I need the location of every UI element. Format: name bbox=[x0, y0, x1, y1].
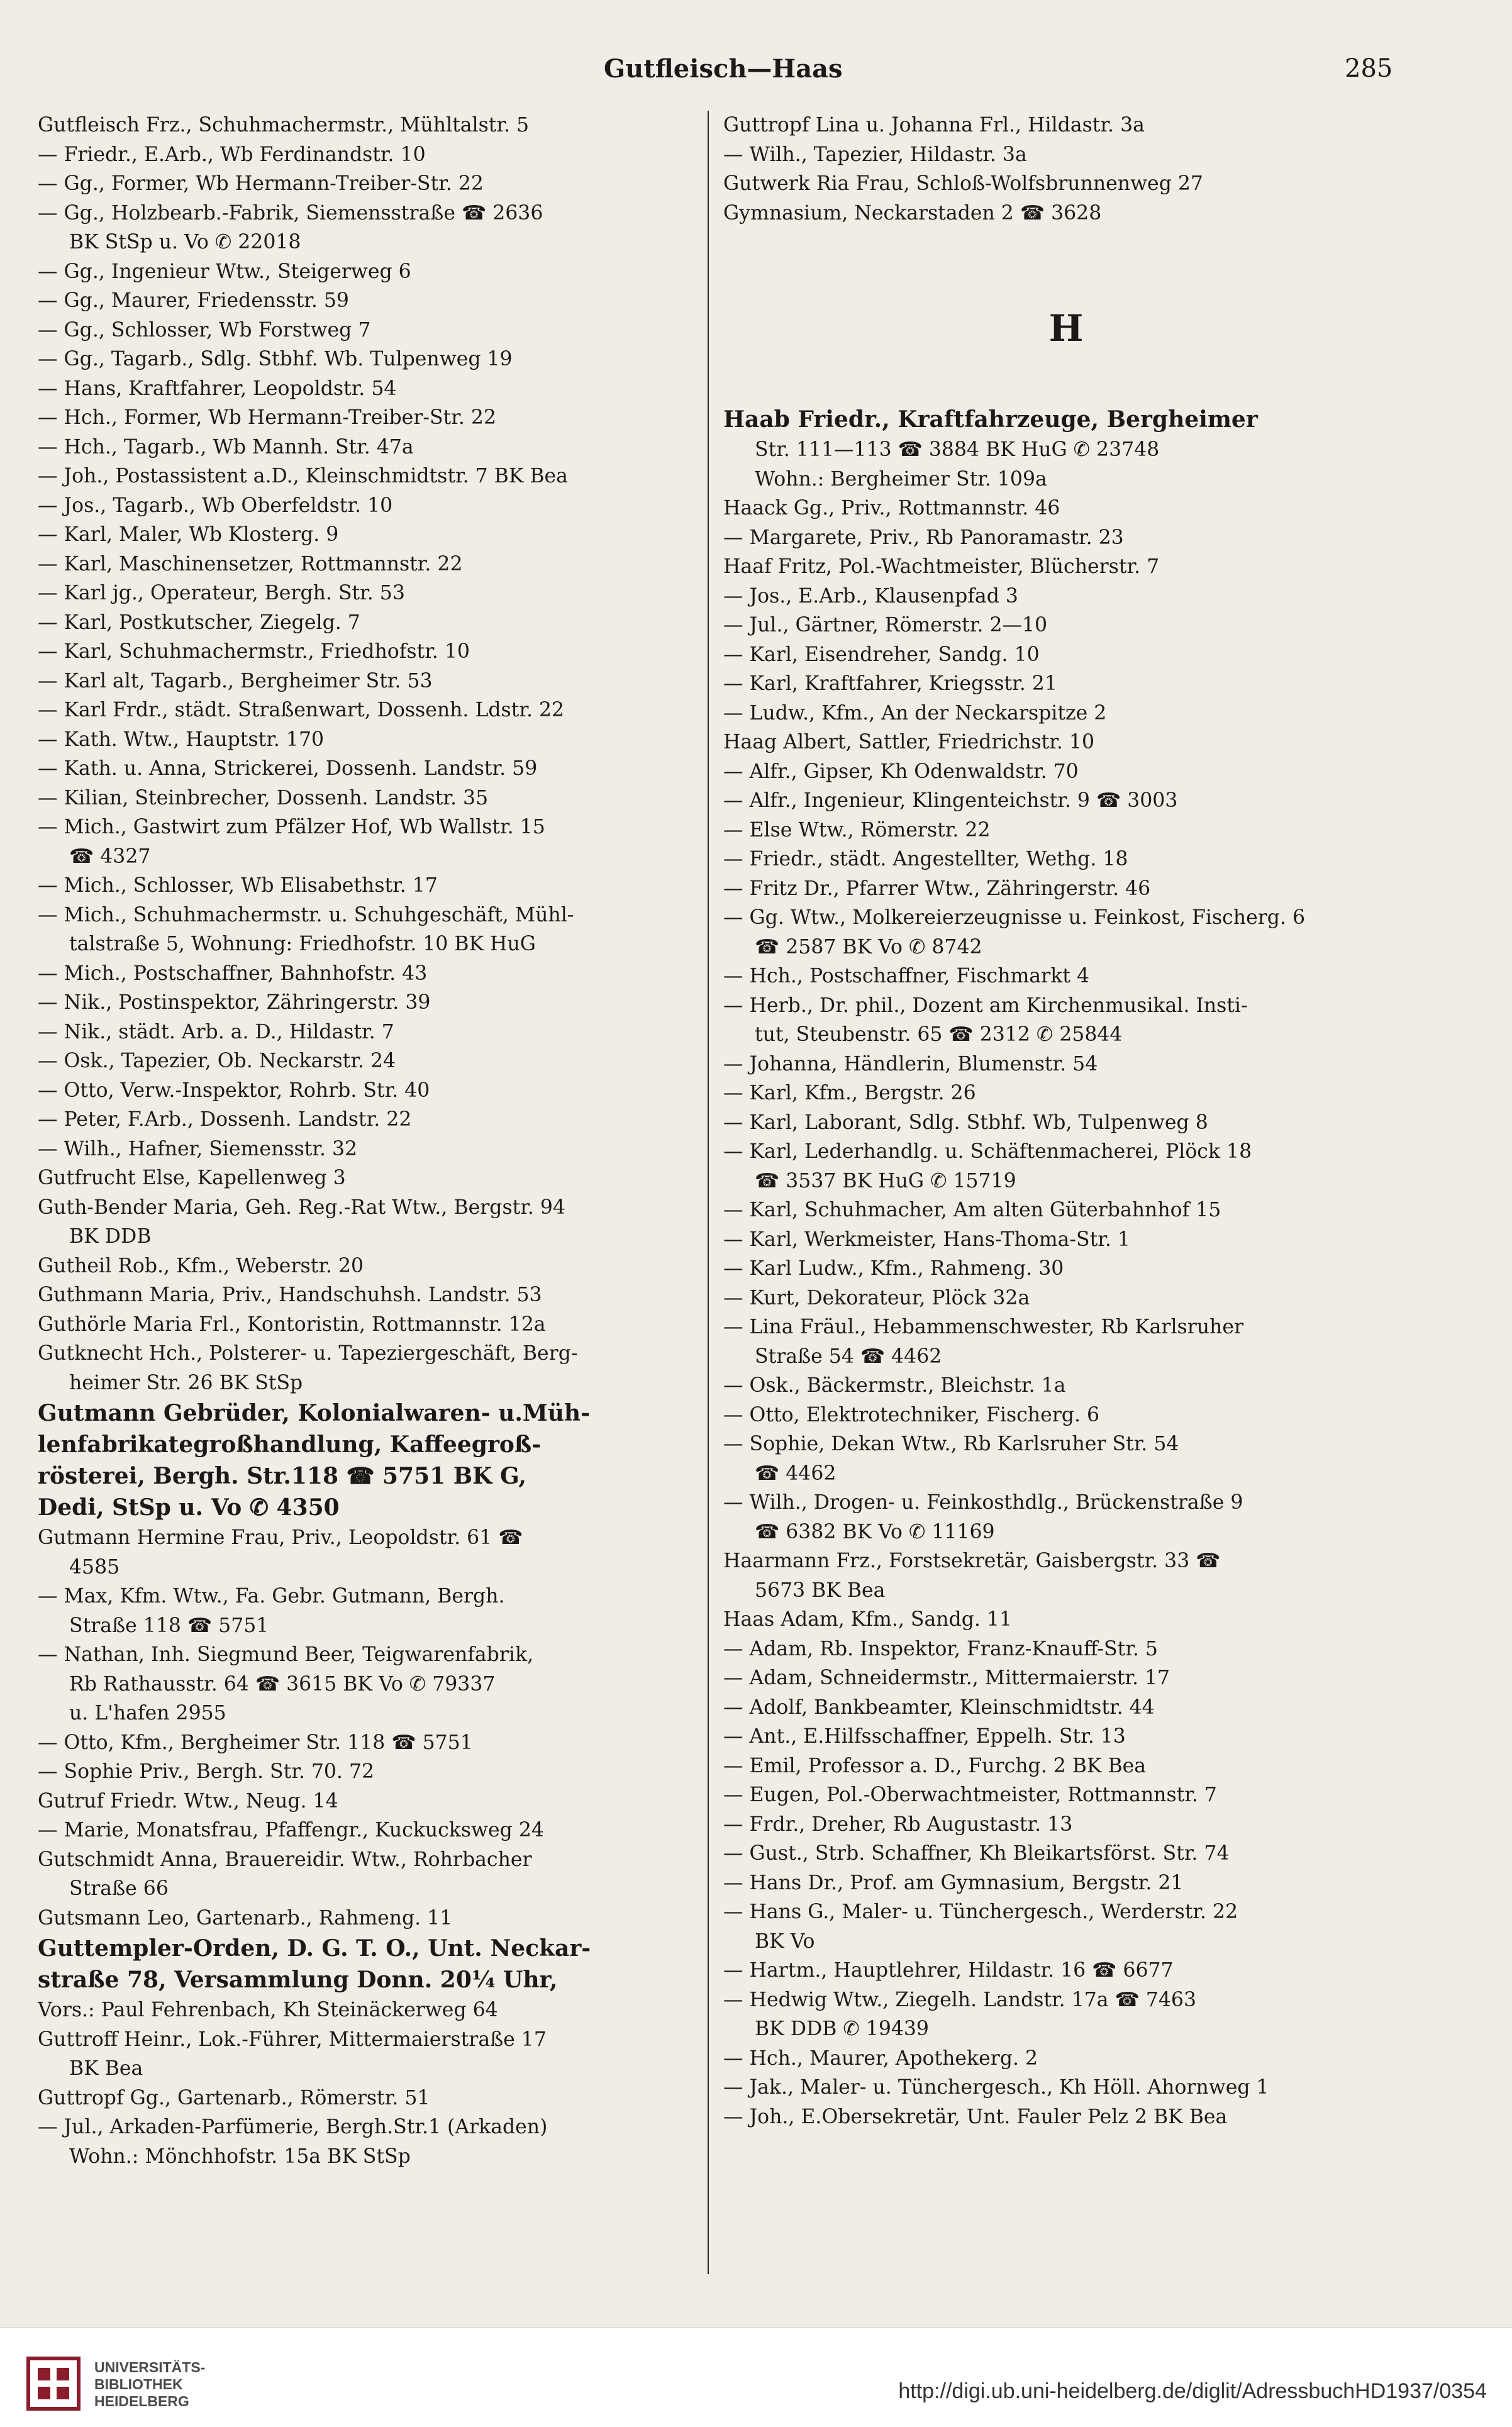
directory-entry: Wohn.: Mönchhofstr. 15a BK StSp bbox=[69, 2145, 411, 2168]
library-name bbox=[94, 2359, 205, 2410]
library-name-line: UNIVERSITÄTS- bbox=[94, 2359, 206, 2375]
page-header bbox=[0, 54, 1512, 92]
right-column bbox=[723, 111, 1409, 2131]
directory-entry: — Alfr., Gipser, Kh Odenwaldstr. 70 bbox=[723, 760, 1079, 783]
directory-entry: — Margarete, Priv., Rb Panoramastr. 23 bbox=[723, 526, 1124, 549]
directory-entry: — Karl, Lederhandlg. u. Schäftenmacherei, Plöck 18 bbox=[723, 1140, 1252, 1163]
directory-entry: — Karl, Eisendreher, Sandg. 10 bbox=[723, 643, 1040, 666]
directory-entry: — Gg. Wtw., Molkereierzeugnisse u. Feinkost, Fischerg. 6 bbox=[723, 906, 1306, 929]
directory-entry: Gymnasium, Neckarstaden 2 ☎ 3628 bbox=[723, 201, 1102, 225]
directory-entry: — Hans Dr., Prof. am Gymnasium, Bergstr. 21 bbox=[723, 1871, 1184, 1894]
library-name-line: HEIDELBERG bbox=[94, 2393, 189, 2409]
directory-entry: Haas Adam, Kfm., Sandg. 11 bbox=[723, 1608, 1012, 1631]
directory-entry: talstraße 5, Wohnung: Friedhofstr. 10 BK HuG bbox=[69, 933, 536, 955]
directory-entry: — Nathan, Inh. Siegmund Beer, Teigwarenfabrik, bbox=[38, 1643, 534, 1666]
directory-entry: — Hans, Kraftfahrer, Leopoldstr. 54 bbox=[38, 377, 397, 400]
directory-entry: — Jos., Tagarb., Wb Oberfeldstr. 10 bbox=[38, 494, 393, 517]
directory-entry-highlight: rösterei, Bergh. Str.118 ☎ 5751 BK G, bbox=[38, 1463, 526, 1489]
directory-entry: — Hedwig Wtw., Ziegelh. Landstr. 17a ☎ 7463 bbox=[723, 1988, 1196, 2011]
directory-entry: BK Bea bbox=[69, 2057, 143, 2080]
directory-entry: — Gust., Strb. Schaffner, Kh Bleikartsförst. Str. 74 bbox=[723, 1842, 1230, 1865]
directory-entry: — Wilh., Hafner, Siemensstr. 32 bbox=[38, 1137, 358, 1160]
directory-entry: Gutfleisch Frz., Schuhmachermstr., Mühltalstr. 5 bbox=[38, 114, 530, 136]
directory-entry: — Karl, Laborant, Sdlg. Stbhf. Wb, Tulpenweg 8 bbox=[723, 1111, 1208, 1134]
directory-entry: Gutwerk Ria Frau, Schloß-Wolfsbrunnenweg 27 bbox=[723, 172, 1203, 195]
directory-entry: — Ludw., Kfm., An der Neckarspitze 2 bbox=[723, 701, 1107, 725]
directory-entry: Gutruf Friedr. Wtw., Neug. 14 bbox=[38, 1789, 338, 1813]
directory-entry: tut, Steubenstr. 65 ☎ 2312 ✆ 25844 bbox=[755, 1023, 1123, 1046]
column-divider bbox=[708, 111, 709, 2274]
directory-entry: — Nik., Postinspektor, Zähringerstr. 39 bbox=[38, 991, 431, 1014]
directory-entry: Rb Rathausstr. 64 ☎ 3615 BK Vo ✆ 79337 bbox=[69, 1672, 496, 1696]
directory-entry: Haaf Fritz, Pol.-Wachtmeister, Blücherstr. 7 bbox=[723, 555, 1160, 578]
directory-entry: Gutfrucht Else, Kapellenweg 3 bbox=[38, 1167, 346, 1189]
directory-entry: — Hch., Former, Wb Hermann-Treiber-Str. 22 bbox=[38, 406, 496, 429]
directory-entry: — Kath. u. Anna, Strickerei, Dossenh. Landstr. 59 bbox=[38, 757, 538, 780]
directory-entry: — Kurt, Dekorateur, Plöck 32a bbox=[723, 1286, 1030, 1309]
directory-entry: — Karl Frdr., städt. Straßenwart, Dossenh. Ldstr. 22 bbox=[38, 699, 565, 721]
directory-entry-highlight: Dedi, StSp u. Vo ✆ 4350 bbox=[38, 1494, 340, 1521]
directory-entry: — Wilh., Tapezier, Hildastr. 3a bbox=[723, 143, 1027, 166]
directory-entry: — Wilh., Drogen- u. Feinkosthdlg., Brückenstraße 9 bbox=[723, 1491, 1243, 1514]
directory-entry: — Karl, Schuhmachermstr., Friedhofstr. 10 bbox=[38, 640, 470, 663]
directory-entry: — Karl, Schuhmacher, Am alten Güterbahnhof 15 bbox=[723, 1199, 1221, 1221]
directory-entry: Gutsmann Leo, Gartenarb., Rahmeng. 11 bbox=[38, 1906, 453, 1930]
directory-entry: — Joh., Postassistent a.D., Kleinschmidtstr. 7 BK Bea bbox=[38, 465, 568, 487]
directory-entry: — Jak., Maler- u. Tünchergesch., Kh Höll. Ahornweg 1 bbox=[723, 2076, 1269, 2099]
directory-entry: — Ant., E.Hilfsschaffner, Eppelh. Str. 13 bbox=[723, 1725, 1126, 1748]
directory-entry: — Friedr., E.Arb., Wb Ferdinandstr. 10 bbox=[38, 143, 426, 166]
directory-entry: — Kath. Wtw., Hauptstr. 170 bbox=[38, 728, 325, 751]
directory-entry: — Else Wtw., Römerstr. 22 bbox=[723, 818, 991, 841]
directory-entry: Wohn.: Bergheimer Str. 109a bbox=[755, 467, 1047, 491]
directory-entry: Haack Gg., Priv., Rottmannstr. 46 bbox=[723, 497, 1060, 519]
directory-entry: — Karl, Kraftfahrer, Kriegsstr. 21 bbox=[723, 672, 1057, 695]
directory-entry: Guttropf Lina u. Johanna Frl., Hildastr. 3a bbox=[723, 114, 1145, 136]
directory-entry: Straße 54 ☎ 4462 bbox=[755, 1345, 942, 1368]
directory-entry: ☎ 6382 BK Vo ✆ 11169 bbox=[755, 1520, 995, 1543]
directory-entry: Guth-Bender Maria, Geh. Reg.-Rat Wtw., Bergstr. 94 bbox=[38, 1196, 565, 1219]
page-number: 285 bbox=[1345, 54, 1393, 83]
directory-entry: — Gg., Tagarb., Sdlg. Stbhf. Wb. Tulpenweg 19 bbox=[38, 348, 513, 370]
directory-entry: Gutmann Hermine Frau, Priv., Leopoldstr. 61 ☎ bbox=[38, 1526, 523, 1549]
directory-entry: Haarmann Frz., Forstsekretär, Gaisbergstr. 33 ☎ bbox=[723, 1550, 1221, 1572]
directory-entry-highlight: straße 78, Versammlung Donn. 20¼ Uhr, bbox=[38, 1967, 558, 1993]
directory-entry: — Frdr., Dreher, Rb Augustastr. 13 bbox=[723, 1813, 1073, 1836]
directory-entry: — Karl Ludw., Kfm., Rahmeng. 30 bbox=[723, 1257, 1064, 1280]
page-title: Gutfleisch—Haas bbox=[604, 54, 843, 84]
directory-entry: — Marie, Monatsfrau, Pfaffengr., Kuckucksweg 24 bbox=[38, 1819, 544, 1841]
directory-entry: — Hch., Tagarb., Wb Mannh. Str. 47a bbox=[38, 435, 414, 458]
directory-entry: — Lina Fräul., Hebammenschwester, Rb Karlsruher bbox=[723, 1316, 1244, 1338]
directory-entry: — Gg., Maurer, Friedensstr. 59 bbox=[38, 289, 349, 312]
directory-entry: — Friedr., städt. Angestellter, Wethg. 18 bbox=[723, 848, 1128, 870]
directory-entry: — Hans G., Maler- u. Tünchergesch., Werderstr. 22 bbox=[723, 1901, 1238, 1923]
directory-entry: Gutknecht Hch., Polsterer- u. Tapeziergeschäft, Berg- bbox=[38, 1342, 578, 1365]
page-footer bbox=[0, 2327, 1512, 2427]
directory-entry: Gutschmidt Anna, Brauereidir. Wtw., Rohrbacher bbox=[38, 1848, 532, 1871]
directory-entry: BK StSp u. Vo ✆ 22018 bbox=[69, 231, 301, 253]
directory-entry: — Mich., Postschaffner, Bahnhofstr. 43 bbox=[38, 962, 428, 985]
directory-entry: — Joh., E.Obersekretär, Unt. Fauler Pelz 2 BK Bea bbox=[723, 2105, 1228, 2128]
directory-entry: — Hartm., Hauptlehrer, Hildastr. 16 ☎ 6677 bbox=[723, 1959, 1174, 1982]
directory-entry: — Gg., Schlosser, Wb Forstweg 7 bbox=[38, 318, 371, 342]
directory-entry: — Max, Kfm. Wtw., Fa. Gebr. Gutmann, Bergh. bbox=[38, 1585, 505, 1608]
directory-entry: ☎ 3537 BK HuG ✆ 15719 bbox=[755, 1169, 1016, 1192]
directory-entry: ☎ 4462 bbox=[755, 1462, 837, 1485]
directory-entry: Straße 118 ☎ 5751 bbox=[69, 1614, 269, 1637]
directory-entry: — Karl, Postkutscher, Ziegelg. 7 bbox=[38, 611, 360, 634]
directory-entry: — Osk., Bäckermstr., Bleichstr. 1a bbox=[723, 1374, 1066, 1397]
directory-entry: — Osk., Tapezier, Ob. Neckarstr. 24 bbox=[38, 1050, 396, 1072]
directory-entry: BK Vo bbox=[755, 1930, 815, 1953]
directory-entry: — Hch., Maurer, Apothekerg. 2 bbox=[723, 2047, 1038, 2070]
library-logo-icon bbox=[25, 2355, 82, 2412]
directory-entry: — Sophie Priv., Bergh. Str. 70. 72 bbox=[38, 1760, 375, 1783]
directory-entry: BK DDB ✆ 19439 bbox=[755, 2018, 929, 2040]
directory-entry: — Mich., Schlosser, Wb Elisabethstr. 17 bbox=[38, 874, 438, 897]
directory-entry: — Karl, Maler, Wb Klosterg. 9 bbox=[38, 523, 339, 546]
directory-entry-highlight: Haab Friedr., Kraftfahrzeuge, Bergheimer bbox=[723, 406, 1258, 433]
directory-entry: — Otto, Elektrotechniker, Fischerg. 6 bbox=[723, 1403, 1100, 1426]
directory-entry: heimer Str. 26 BK StSp bbox=[69, 1371, 303, 1394]
directory-entry: — Gg., Holzbearb.-Fabrik, Siemensstraße ☎ 2636 bbox=[38, 201, 543, 225]
directory-entry: — Jul., Arkaden-Parfümerie, Bergh.Str.1 (Arkaden) bbox=[38, 2116, 548, 2138]
directory-entry: — Sophie, Dekan Wtw., Rb Karlsruher Str. 54 bbox=[723, 1433, 1179, 1455]
directory-entry: — Adolf, Bankbeamter, Kleinschmidtstr. 44 bbox=[723, 1696, 1155, 1719]
directory-entry: — Adam, Schneidermstr., Mittermaierstr. 17 bbox=[723, 1667, 1170, 1689]
directory-entry: — Emil, Professor a. D., Furchg. 2 BK Bea bbox=[723, 1754, 1147, 1777]
directory-entry: — Fritz Dr., Pfarrer Wtw., Zähringerstr. 46 bbox=[723, 877, 1151, 900]
directory-entry: — Mich., Schuhmachermstr. u. Schuhgeschäft, Mühl- bbox=[38, 903, 574, 926]
directory-entry: — Herb., Dr. phil., Dozent am Kirchenmusikal. Insti- bbox=[723, 994, 1248, 1017]
directory-entry: ☎ 2587 BK Vo ✆ 8742 bbox=[755, 935, 982, 958]
directory-entry: — Eugen, Pol.-Oberwachtmeister, Rottmannstr. 7 bbox=[723, 1784, 1217, 1806]
library-name-line: BIBLIOTHEK bbox=[94, 2376, 183, 2392]
directory-entry: Guthörle Maria Frl., Kontoristin, Rottmannstr. 12a bbox=[38, 1313, 546, 1336]
directory-entry: — Jul., Gärtner, Römerstr. 2—10 bbox=[723, 614, 1048, 636]
directory-entry-highlight: Guttempler-Orden, D. G. T. O., Unt. Neckar- bbox=[38, 1935, 591, 1962]
directory-entry: — Mich., Gastwirt zum Pfälzer Hof, Wb Wallstr. 15 bbox=[38, 816, 545, 838]
directory-entry: Vors.: Paul Fehrenbach, Kh Steinäckerweg 64 bbox=[38, 1999, 498, 2021]
directory-entry: — Kilian, Steinbrecher, Dossenh. Landstr. 35 bbox=[38, 786, 489, 809]
directory-entry: — Karl, Maschinensetzer, Rottmannstr. 22 bbox=[38, 552, 463, 575]
directory-entry: — Alfr., Ingenieur, Klingenteichstr. 9 ☎ 3003 bbox=[723, 789, 1178, 812]
directory-entry: Haag Albert, Sattler, Friedrichstr. 10 bbox=[723, 731, 1094, 753]
directory-entry: BK DDB bbox=[69, 1225, 152, 1248]
directory-entry: Guthmann Maria, Priv., Handschuhsh. Landstr. 53 bbox=[38, 1284, 542, 1306]
directory-entry: 5673 BK Bea bbox=[755, 1579, 886, 1602]
directory-entry: — Otto, Verw.-Inspektor, Rohrb. Str. 40 bbox=[38, 1079, 430, 1102]
section-letter: H bbox=[1048, 307, 1084, 350]
directory-entry: — Gg., Ingenieur Wtw., Steigerweg 6 bbox=[38, 260, 411, 283]
directory-entry: — Jos., E.Arb., Klausenpfad 3 bbox=[723, 584, 1018, 608]
directory-entry: — Adam, Rb. Inspektor, Franz-Knauff-Str. 5 bbox=[723, 1637, 1158, 1660]
source-url-link[interactable]: http://digi.ub.uni-heidelberg.de/diglit/AdressbuchHD1937/0354 bbox=[898, 2379, 1487, 2403]
directory-entry: — Gg., Former, Wb Hermann-Treiber-Str. 22 bbox=[38, 172, 484, 195]
directory-entry: — Karl, Werkmeister, Hans-Thoma-Str. 1 bbox=[723, 1228, 1130, 1251]
directory-entry: u. L'hafen 2955 bbox=[69, 1702, 226, 1724]
directory-entry: Straße 66 bbox=[69, 1877, 169, 1900]
directory-entry-highlight: lenfabrikategroßhandlung, Kaffeegroß- bbox=[38, 1431, 542, 1458]
directory-entry: — Peter, F.Arb., Dossenh. Landstr. 22 bbox=[38, 1108, 412, 1131]
directory-entry: — Karl, Kfm., Bergstr. 26 bbox=[723, 1082, 976, 1104]
directory-entry: — Nik., städt. Arb. a. D., Hildastr. 7 bbox=[38, 1020, 394, 1043]
left-column bbox=[38, 111, 698, 2171]
directory-entry: Str. 111—113 ☎ 3884 BK HuG ✆ 23748 bbox=[755, 438, 1160, 461]
directory-entry: Guttropf Gg., Gartenarb., Römerstr. 51 bbox=[38, 2086, 430, 2109]
directory-entry: Gutheil Rob., Kfm., Weberstr. 20 bbox=[38, 1254, 364, 1277]
directory-entry: — Hch., Postschaffner, Fischmarkt 4 bbox=[723, 965, 1089, 987]
directory-entry: — Karl jg., Operateur, Bergh. Str. 53 bbox=[38, 582, 405, 604]
directory-entry: ☎ 4327 bbox=[69, 845, 151, 868]
directory-entry-highlight: Gutmann Gebrüder, Kolonialwaren- u.Müh- bbox=[38, 1400, 591, 1426]
directory-entry: 4585 bbox=[69, 1555, 120, 1579]
directory-entry: — Karl alt, Tagarb., Bergheimer Str. 53 bbox=[38, 669, 433, 692]
directory-entry: — Johanna, Händlerin, Blumenstr. 54 bbox=[723, 1052, 1098, 1075]
directory-entry: — Otto, Kfm., Bergheimer Str. 118 ☎ 5751 bbox=[38, 1731, 473, 1754]
directory-entry: Guttroff Heinr., Lok.-Führer, Mittermaierstraße 17 bbox=[38, 2028, 547, 2051]
